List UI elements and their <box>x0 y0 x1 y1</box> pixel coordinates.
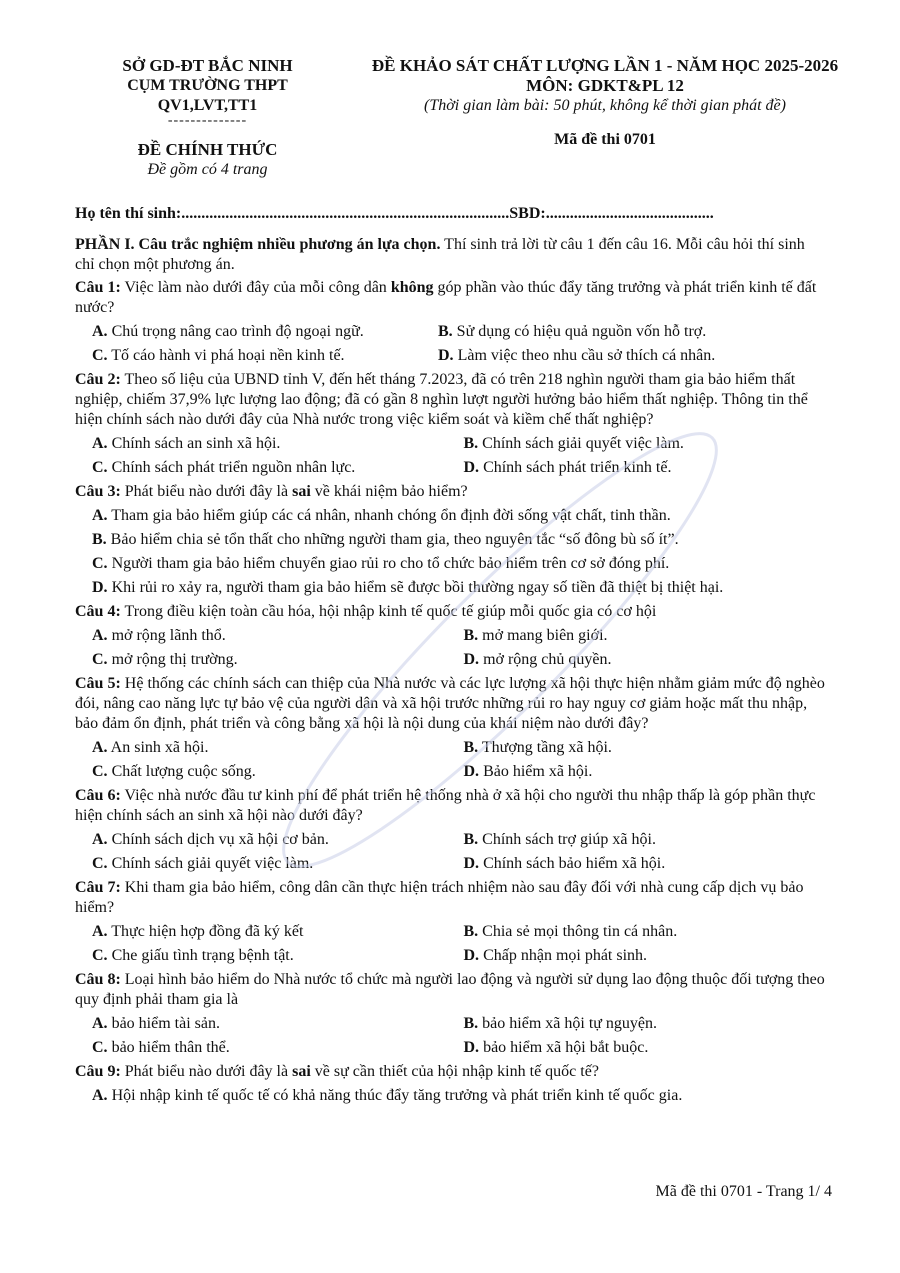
option-a <box>92 736 456 760</box>
option-text: Tố cáo hành vi phá hoại nền kinh tế. <box>107 347 345 364</box>
option-text: Bảo hiểm xã hội. <box>479 763 593 780</box>
option-c <box>92 552 827 576</box>
option-letter: B. <box>463 1015 479 1032</box>
option-c <box>92 944 456 968</box>
option-d <box>464 456 828 480</box>
option-text: Chính sách trợ giúp xã hội. <box>478 831 656 848</box>
option-d <box>92 576 827 600</box>
question <box>75 1062 827 1108</box>
question-label: Câu 4: <box>75 603 121 620</box>
option-a <box>92 920 456 944</box>
question-label: Câu 7: <box>75 879 121 896</box>
school-cluster: CỤM TRƯỜNG THPT <box>127 77 288 94</box>
question-label: Câu 9: <box>75 1063 121 1080</box>
option-letter: C. <box>92 555 108 572</box>
exam-code: Mã đề thi 0701 <box>554 131 656 148</box>
option-letter: B. <box>463 435 479 452</box>
option-d <box>464 852 828 876</box>
header-left <box>95 56 320 180</box>
option-text: Chấp nhận mọi phát sinh. <box>479 947 648 964</box>
question-text: Khi tham gia bảo hiểm, công dân cần thực hiện trách nhiệm nào sau đây đối với nhà cung cấp dịch vụ bảo hiểm? <box>75 879 804 916</box>
option-c <box>92 760 456 784</box>
option-letter: D. <box>463 459 480 476</box>
question-text: Việc nhà nước đầu tư kinh phí để phát triển hệ thống nhà ở xã hội cho người thu nhập thấp là góp phần thực hiện chính sách an sinh xã hội nào dưới đây? <box>75 787 816 824</box>
question-text: Việc làm nào dưới đây của mỗi công dân <box>120 279 391 296</box>
question <box>75 602 827 672</box>
option-letter: C. <box>92 947 108 964</box>
question <box>75 878 827 968</box>
option-text: Tham gia bảo hiểm giúp các cá nhân, nhanh chóng ổn định đời sống vật chất, tinh thần. <box>107 507 671 524</box>
option-text: Thượng tầng xã hội. <box>478 739 612 756</box>
option-letter: D. <box>438 347 454 364</box>
question-text: Theo số liệu của UBND tỉnh V, đến hết tháng 7.2023, đã có trên 218 nghìn người tham gia bảo hiểm thất nghiệp, chiếm 37,9% lực lượng lao động; đã có gần 8 nghìn lượt người hưởng bảo hiểm thất nghiệp. Thông tin thể hiện chính sách nào dưới đây của Nhà nước trong việc kiểm soát và kiềm chế thất nghiệp? <box>75 371 808 428</box>
option-d <box>464 648 828 672</box>
exam-title: ĐỀ KHẢO SÁT CHẤT LƯỢNG LẦN 1 - NĂM HỌC 2025-2026 <box>371 56 839 75</box>
option-text: Chính sách phát triển kinh tế. <box>479 459 672 476</box>
question-text-end: về sự cần thiết của hội nhập kinh tế quốc tế? <box>310 1063 599 1080</box>
question-stem <box>75 278 827 318</box>
options <box>75 1084 827 1108</box>
option-b <box>438 320 827 344</box>
exam-body <box>75 235 827 1110</box>
option-text: Che giấu tình trạng bệnh tật. <box>107 947 294 964</box>
question-label: Câu 6: <box>75 787 121 804</box>
option-letter: A. <box>92 507 108 524</box>
option-letter: A. <box>92 1015 108 1032</box>
option-letter: C. <box>92 1039 108 1056</box>
option-letter: C. <box>92 347 108 364</box>
option-a <box>92 504 827 528</box>
question-emphasis: sai <box>292 1063 311 1080</box>
options <box>75 920 827 968</box>
option-text: Chia sẻ mọi thông tin cá nhân. <box>478 923 678 940</box>
option-text: Chú trọng nâng cao trình độ ngoại ngữ. <box>107 323 364 340</box>
option-letter: D. <box>463 1039 480 1056</box>
options <box>75 432 827 480</box>
option-d <box>464 1036 828 1060</box>
option-d <box>464 944 828 968</box>
option-text: Chính sách bảo hiểm xã hội. <box>479 855 666 872</box>
options <box>75 624 827 672</box>
option-letter: A. <box>92 627 108 644</box>
option-a <box>92 320 430 344</box>
question-label: Câu 5: <box>75 675 121 692</box>
option-a <box>92 432 456 456</box>
option-a <box>92 1012 456 1036</box>
option-c <box>92 648 456 672</box>
question-text: Phát biểu nào dưới đây là <box>120 483 293 500</box>
part-title: PHẦN I. Câu trắc nghiệm nhiều phương án lựa chọn. <box>75 236 441 253</box>
student-info-line: Họ tên thí sinh:..................................................................................SBD:.......................................... <box>75 205 714 222</box>
option-text: Chất lượng cuộc sống. <box>107 763 256 780</box>
option-b <box>464 736 828 760</box>
official-label: ĐỀ CHÍNH THỨC <box>137 140 278 159</box>
question-stem <box>75 674 827 734</box>
divider-dashes: -------------- <box>167 113 248 128</box>
option-c <box>92 456 456 480</box>
option-b <box>464 432 828 456</box>
options <box>75 320 827 368</box>
option-text: Chính sách giải quyết việc làm. <box>478 435 684 452</box>
option-letter: A. <box>92 1087 108 1104</box>
option-text: Chính sách giải quyết việc làm. <box>107 855 314 872</box>
question-text: Loại hình bảo hiểm do Nhà nước tổ chức mà người lao động và người sử dụng lao động thuộc đối tượng theo quy định phải tham gia là <box>75 971 825 1008</box>
option-text: mở rộng lãnh thổ. <box>107 627 226 644</box>
option-b <box>464 828 828 852</box>
option-b <box>464 920 828 944</box>
option-letter: C. <box>92 855 108 872</box>
question <box>75 482 827 600</box>
option-text: bảo hiểm xã hội tự nguyện. <box>478 1015 658 1032</box>
option-text: bảo hiểm xã hội bắt buộc. <box>479 1039 649 1056</box>
option-b <box>92 528 827 552</box>
option-letter: D. <box>463 763 480 780</box>
pages-note: Đề gồm có 4 trang <box>147 161 268 178</box>
question-label: Câu 3: <box>75 483 121 500</box>
option-letter: D. <box>463 947 480 964</box>
option-letter: D. <box>463 651 480 668</box>
question <box>75 370 827 480</box>
question-emphasis: không <box>390 279 434 296</box>
question-emphasis: sai <box>292 483 311 500</box>
option-letter: C. <box>92 651 108 668</box>
option-text: Bảo hiểm chia sẻ tổn thất cho những người tham gia, theo nguyên tắc “số đông bù số ít”. <box>106 531 679 548</box>
question-text-end: về khái niệm bảo hiểm? <box>310 483 468 500</box>
option-b <box>464 624 828 648</box>
question-stem <box>75 1062 827 1082</box>
question-stem <box>75 482 827 502</box>
option-text: mở rộng thị trường. <box>107 651 238 668</box>
question-label: Câu 1: <box>75 279 121 296</box>
option-letter: A. <box>92 739 108 756</box>
header-right <box>345 56 865 150</box>
department-name: SỞ GD-ĐT BẮC NINH <box>122 56 293 75</box>
option-text: mở mang biên giới. <box>478 627 608 644</box>
option-letter: D. <box>92 579 108 596</box>
option-text: bảo hiểm thân thể. <box>107 1039 230 1056</box>
option-letter: A. <box>92 435 108 452</box>
option-a <box>92 1084 827 1108</box>
option-letter: C. <box>92 763 108 780</box>
option-text: An sinh xã hội. <box>107 739 209 756</box>
option-letter: A. <box>92 323 108 340</box>
option-text: Làm việc theo nhu cầu sở thích cá nhân. <box>453 347 716 364</box>
question-stem <box>75 878 827 918</box>
question-text: Phát biểu nào dưới đây là <box>120 1063 293 1080</box>
option-letter: B. <box>463 831 479 848</box>
option-b <box>464 1012 828 1036</box>
option-letter: D. <box>463 855 480 872</box>
question-text: Trong điều kiện toàn cầu hóa, hội nhập kinh tế quốc tế giúp mỗi quốc gia có cơ hội <box>120 603 657 620</box>
option-text: bảo hiểm tài sản. <box>107 1015 220 1032</box>
school-names: QV1,LVT,TT1 <box>157 97 258 114</box>
option-text: Khi rủi ro xảy ra, người tham gia bảo hiểm sẽ được bồi thường ngay số tiền đã thiệt bị thiệt hại. <box>107 579 724 596</box>
option-text: Chính sách dịch vụ xã hội cơ bản. <box>107 831 329 848</box>
option-text: Hội nhập kinh tế quốc tế có khả năng thúc đẩy tăng trưởng và phát triển kinh tế quốc gia. <box>107 1087 683 1104</box>
option-c <box>92 852 456 876</box>
option-letter: B. <box>463 627 479 644</box>
options <box>75 504 827 600</box>
option-text: Thực hiện hợp đồng đã ký kết <box>107 923 304 940</box>
question-label: Câu 2: <box>75 371 121 388</box>
part-heading <box>75 235 827 275</box>
question-label: Câu 8: <box>75 971 121 988</box>
question-text-end: góp phần vào thúc đẩy tăng trưởng và phát triển kinh tế đất nước? <box>75 279 817 316</box>
question-text: Hệ thống các chính sách can thiệp của Nhà nước và các lực lượng xã hội thực hiện nhằm giảm mức độ nghèo đói, nâng cao năng lực tự bảo vệ của người dân và xã hội trước những rủi ro hay nguy cơ giảm hoặc mất thu nhập, bảo đảm ổn định, phát triển và công bằng xã hội là nội dung của khái niệm nào dưới đây? <box>75 675 825 732</box>
option-a <box>92 828 456 852</box>
option-a <box>92 624 456 648</box>
option-letter: B. <box>463 923 479 940</box>
exam-subject: MÔN: GDKT&PL 12 <box>526 76 684 95</box>
option-letter: A. <box>92 831 108 848</box>
option-text: Chính sách phát triển nguồn nhân lực. <box>107 459 356 476</box>
question <box>75 674 827 784</box>
option-text: Sử dụng có hiệu quả nguồn vốn hỗ trợ. <box>452 323 707 340</box>
question-stem <box>75 970 827 1010</box>
option-d <box>464 760 828 784</box>
options <box>75 736 827 784</box>
question-stem <box>75 602 827 622</box>
option-text: mở rộng chủ quyền. <box>479 651 612 668</box>
question-stem <box>75 786 827 826</box>
part-instruction: Thí sinh trả lời từ câu 1 đến câu 16. Mỗi câu hỏi thí sinh chỉ chọn một phương án. <box>75 236 805 273</box>
page-footer: Mã đề thi 0701 - Trang 1/ 4 <box>655 1183 832 1200</box>
option-letter: B. <box>438 323 453 340</box>
option-letter: B. <box>463 739 479 756</box>
question-list <box>75 278 827 1108</box>
option-text: Người tham gia bảo hiểm chuyển giao rủi ro cho tổ chức bảo hiểm trên cơ sở đóng phí. <box>107 555 670 572</box>
question-stem <box>75 370 827 430</box>
question <box>75 970 827 1060</box>
option-letter: A. <box>92 923 108 940</box>
option-text: Chính sách an sinh xã hội. <box>107 435 281 452</box>
option-d <box>438 344 827 368</box>
option-letter: C. <box>92 459 108 476</box>
option-c <box>92 344 430 368</box>
options <box>75 1012 827 1060</box>
options <box>75 828 827 876</box>
question <box>75 786 827 876</box>
option-letter: B. <box>92 531 107 548</box>
question <box>75 278 827 368</box>
time-note: (Thời gian làm bài: 50 phút, không kể thời gian phát đề) <box>424 97 786 114</box>
option-c <box>92 1036 456 1060</box>
